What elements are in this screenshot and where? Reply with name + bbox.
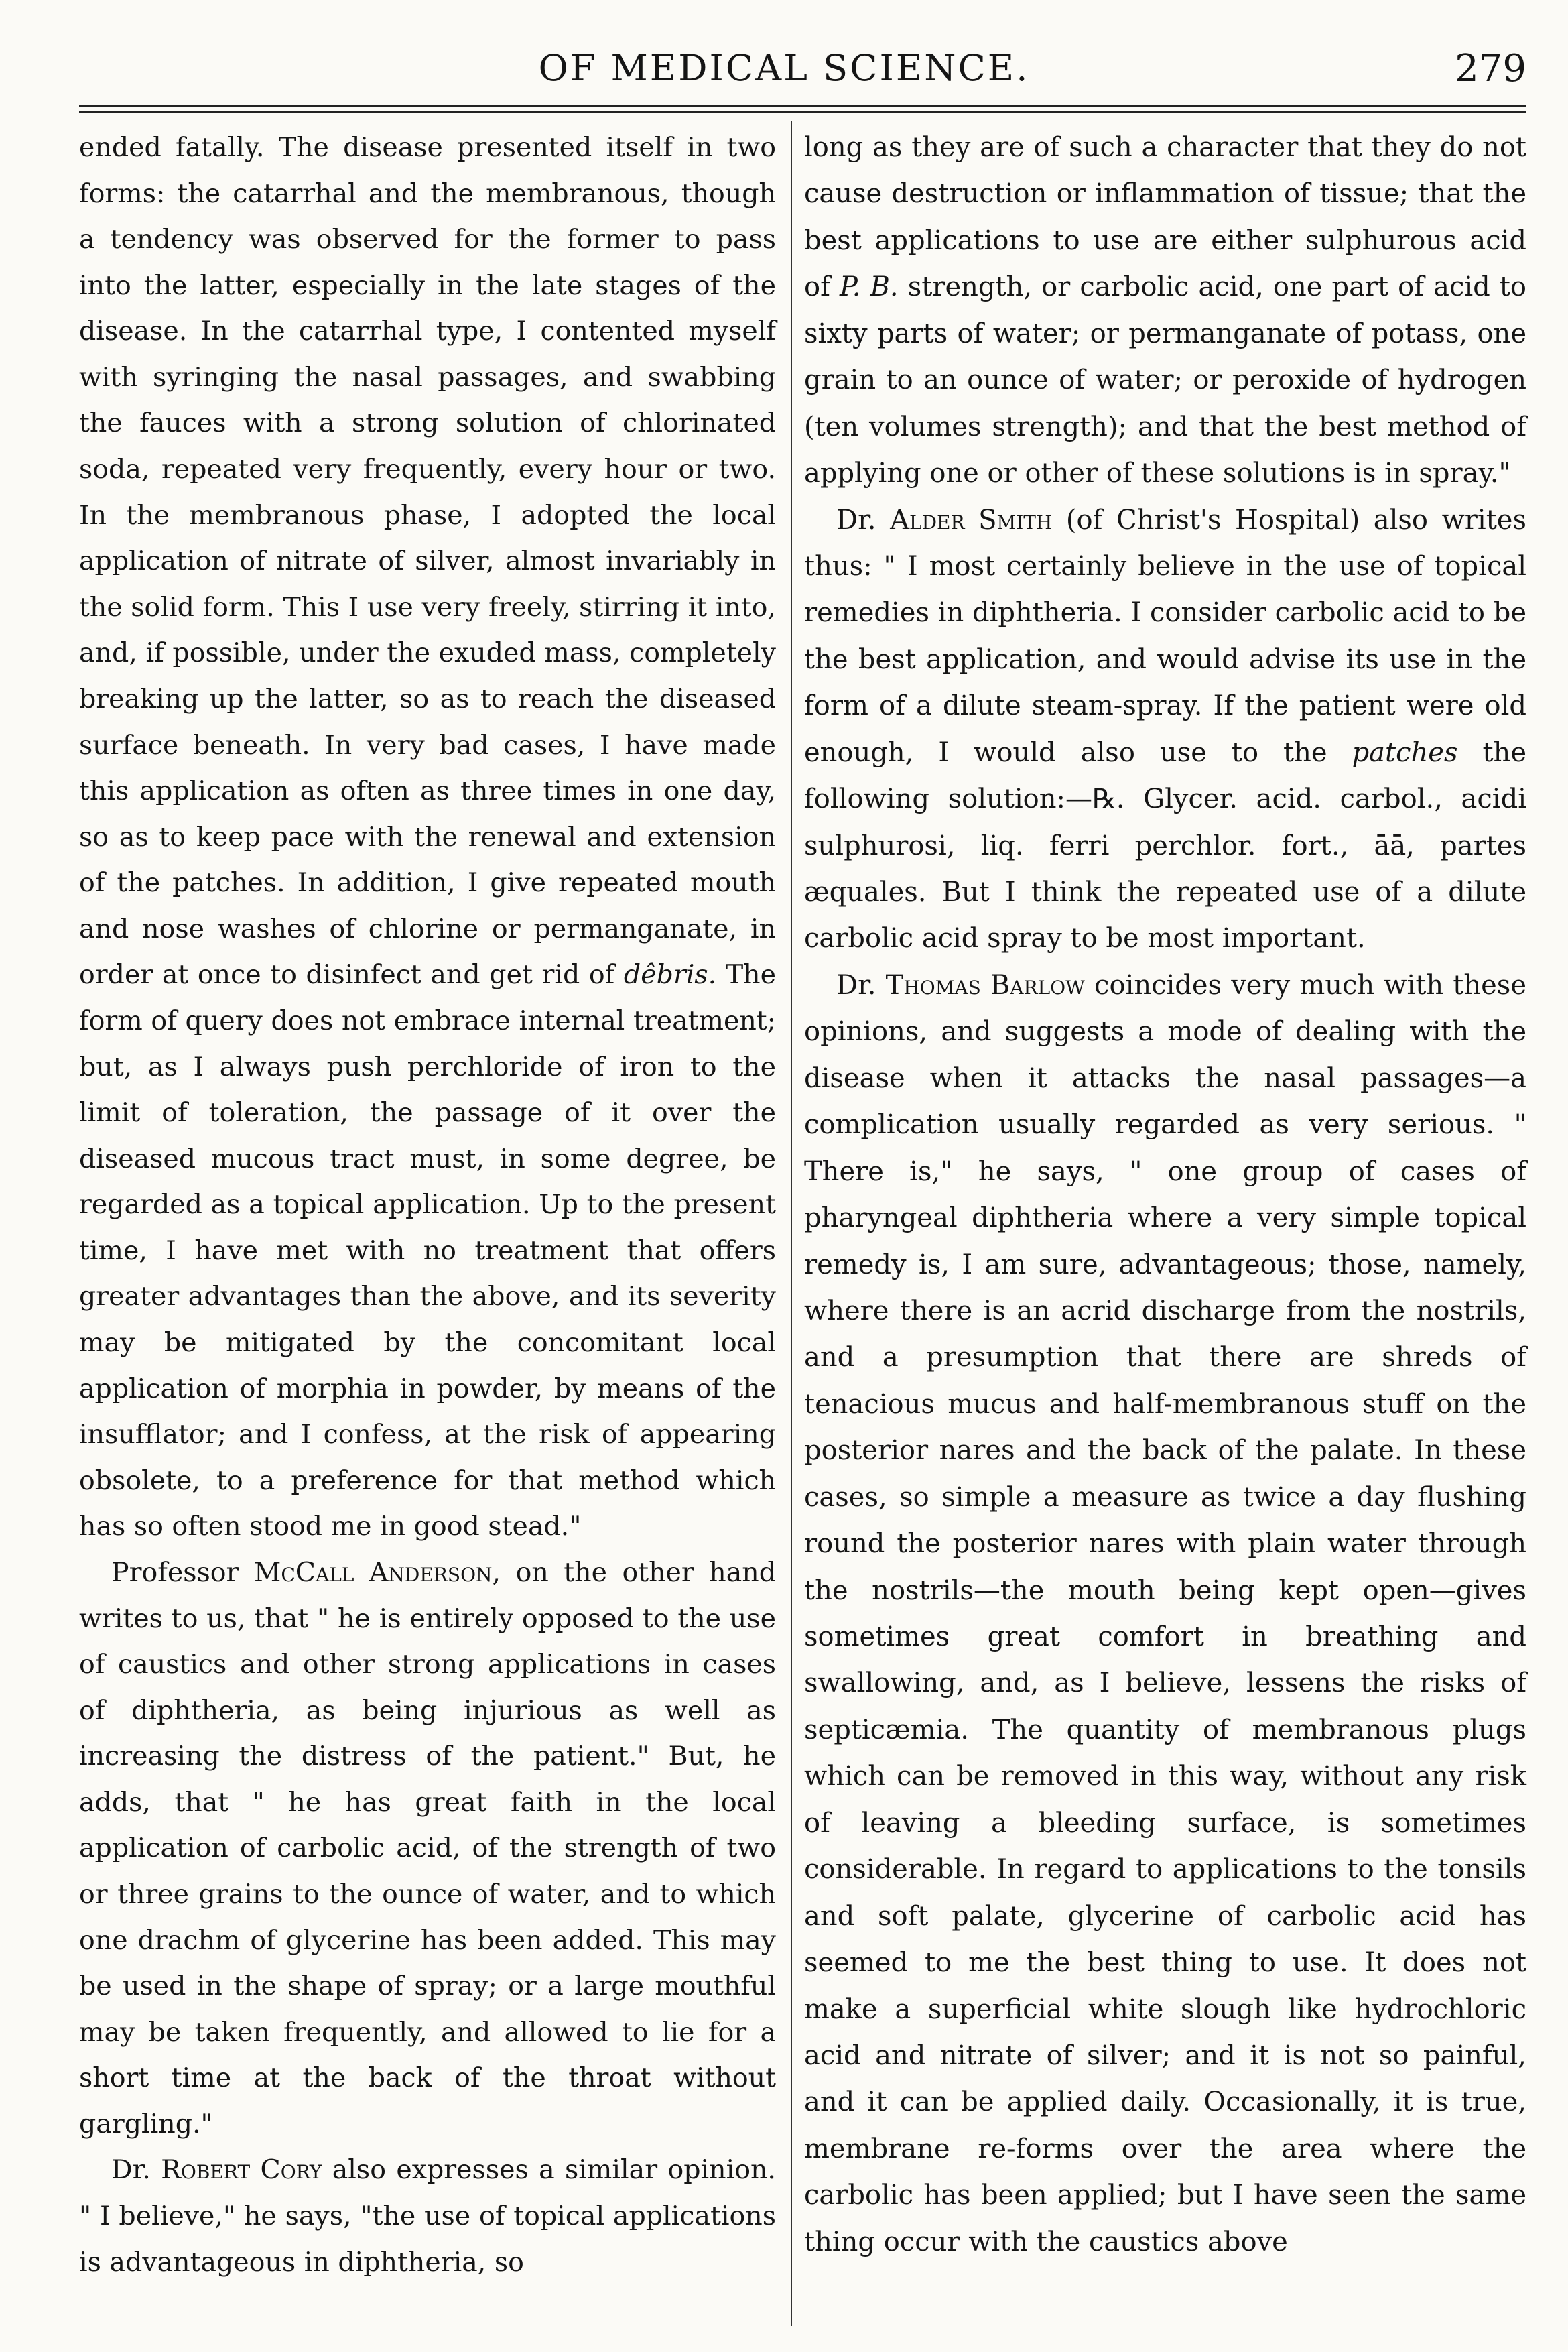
text-run: also expresses a similar opinion. " I believe," he says, "the use of topical applications is advantageous in diphtheria, so — [79, 2154, 776, 2278]
left-paragraph-1 — [79, 125, 776, 1550]
text-run: long as they are of such a character that they do not cause destruction or inflammation of tissue; that the best applications to use are either sulphurous acid of — [804, 132, 1526, 303]
right-column — [804, 125, 1526, 2330]
text-run: The form of query does not embrace internal treatment; but, as I always push perchloride of iron to the limit of toleration, the passage of it over the diseased mucous tract must, in some degree, be regarded as a topical application. Up to the present time, I have met with no treatment that offers greater advantages than the above, and its severity may be mitigated by the concomitant local application of morphia in powder, by means of the insufflator; and I confess, at the risk of appearing obsolete, to a preference for that method which has so often stood me in good stead." — [79, 959, 776, 1542]
header-rule-thin — [79, 111, 1526, 113]
right-paragraph-3 — [804, 963, 1526, 2266]
text-run: Dr. — [836, 969, 886, 1001]
left-paragraph-3 — [79, 2147, 776, 2285]
person-name: Alder Smith — [890, 504, 1053, 536]
text-run: Dr. — [111, 2154, 161, 2186]
text-run: strength, or carbolic acid, one part of acid to sixty parts of water; or permanganate of potass, one grain to an ounce of water; or peroxide of hydrogen (ten volumes strength); and that the best method of applying one or other of these solutions is in spray." — [804, 271, 1526, 489]
running-title: OF MEDICAL SCIENCE. — [538, 47, 1030, 89]
person-name: Thomas Barlow — [885, 969, 1085, 1001]
person-name: Robert Cory — [161, 2154, 322, 2186]
header-rule — [79, 105, 1526, 107]
text-run: the following solution:—℞. Glycer. acid. carbol., acidi sulphurosi, liq. ferri perchlor. fort., āā, partes æquales. But I think the repeated use of a dilute carbolic acid spray to be most important. — [804, 737, 1526, 954]
left-column — [79, 125, 776, 2330]
text-run: coincides very much with these opinions, and suggests a mode of dealing with the disease when it attacks the nasal passages—a complication usually regarded as very serious. " There is," he says, " one group of cases of pharyngeal diphtheria where a very simple topical remedy is, I am sure, advantageous; those, namely, where there is an acrid discharge from the nostrils, and a presumption that there are shreds of tenacious mucus and half-membranous stuff on the posterior nares and the back of the palate. In these cases, so simple a measure as twice a day flushing round the posterior nares with plain water through the nostrils—the mouth being kept open—gives sometimes great comfort in breathing and swallowing, and, as I believe, lessens the risks of septicæmia. The quantity of membranous plugs which can be removed in this way, without any risk of leaving a bleeding surface, is sometimes considerable. In regard to applications to the tonsils and soft palate, glycerine of carbolic acid has seemed to me the best thing to use. It does not make a superficial white slough like hydrochloric acid and nitrate of silver; and it is not so painful, and it can be applied daily. Occasionally, it is true, membrane re-forms over the area where the carbolic has been applied; but I have seen the same thing occur with the caustics above — [804, 969, 1526, 2257]
page-number: 279 — [1455, 47, 1526, 90]
text-run: ended fatally. The disease presented itself in two forms: the catarrhal and the membranous, though a tendency was observed for the former to pass into the latter, especially in the late stages of the disease. In the catarrhal type, I contented myself with syringing the nasal passages, and swabbing the fauces with a strong solution of chlorinated soda, repeated very frequently, every hour or two. In the membranous phase, I adopted the local application of nitrate of silver, almost invariably in the solid form. This I use very freely, stirring it into, and, if possible, under the exuded mass, completely breaking up the latter, so as to reach the diseased surface beneath. In very bad cases, I have made this application as often as three times in one day, so as to keep pace with the renewal and extension of the patches. In addition, I give repeated mouth and nose washes of chlorine or permanganate, in order at once to disinfect and get rid of — [79, 132, 776, 991]
right-paragraph-2 — [804, 497, 1526, 963]
text-run: , on the other hand writes to us, that " he is entirely opposed to the use of caustics and other strong applications in cases of diphtheria, as being injurious as well as increasing the distress of the patient." But, he adds, that " he has great faith in the local application of carbolic acid, of the strength of two or three grains to the ounce of water, and to which one drachm of glycerine has been added. This may be used in the shape of spray; or a large mouthful may be taken frequently, and allowed to lie for a short time at the back of the throat without gargling." — [79, 1556, 776, 2140]
italic-term: P. B. — [839, 271, 899, 303]
text-run: Dr. — [836, 504, 891, 536]
left-paragraph-2 — [79, 1550, 776, 2148]
text-run: Professor — [111, 1556, 254, 1588]
running-head — [0, 47, 1568, 107]
italic-term: dêbris. — [623, 959, 717, 991]
text-run: (of Christ's Hospital) also writes thus: " I most certainly believe in the use of topical remedies in diphtheria. I consider carbolic acid to be the best application, and would advise its use in the form of a dilute steam-spray. If the patient were old enough, I would also use to the — [804, 504, 1526, 768]
right-paragraph-1 — [804, 125, 1526, 497]
italic-term: patches — [1352, 737, 1458, 768]
person-name: McCall Anderson — [253, 1556, 493, 1588]
column-divider — [791, 121, 792, 2326]
